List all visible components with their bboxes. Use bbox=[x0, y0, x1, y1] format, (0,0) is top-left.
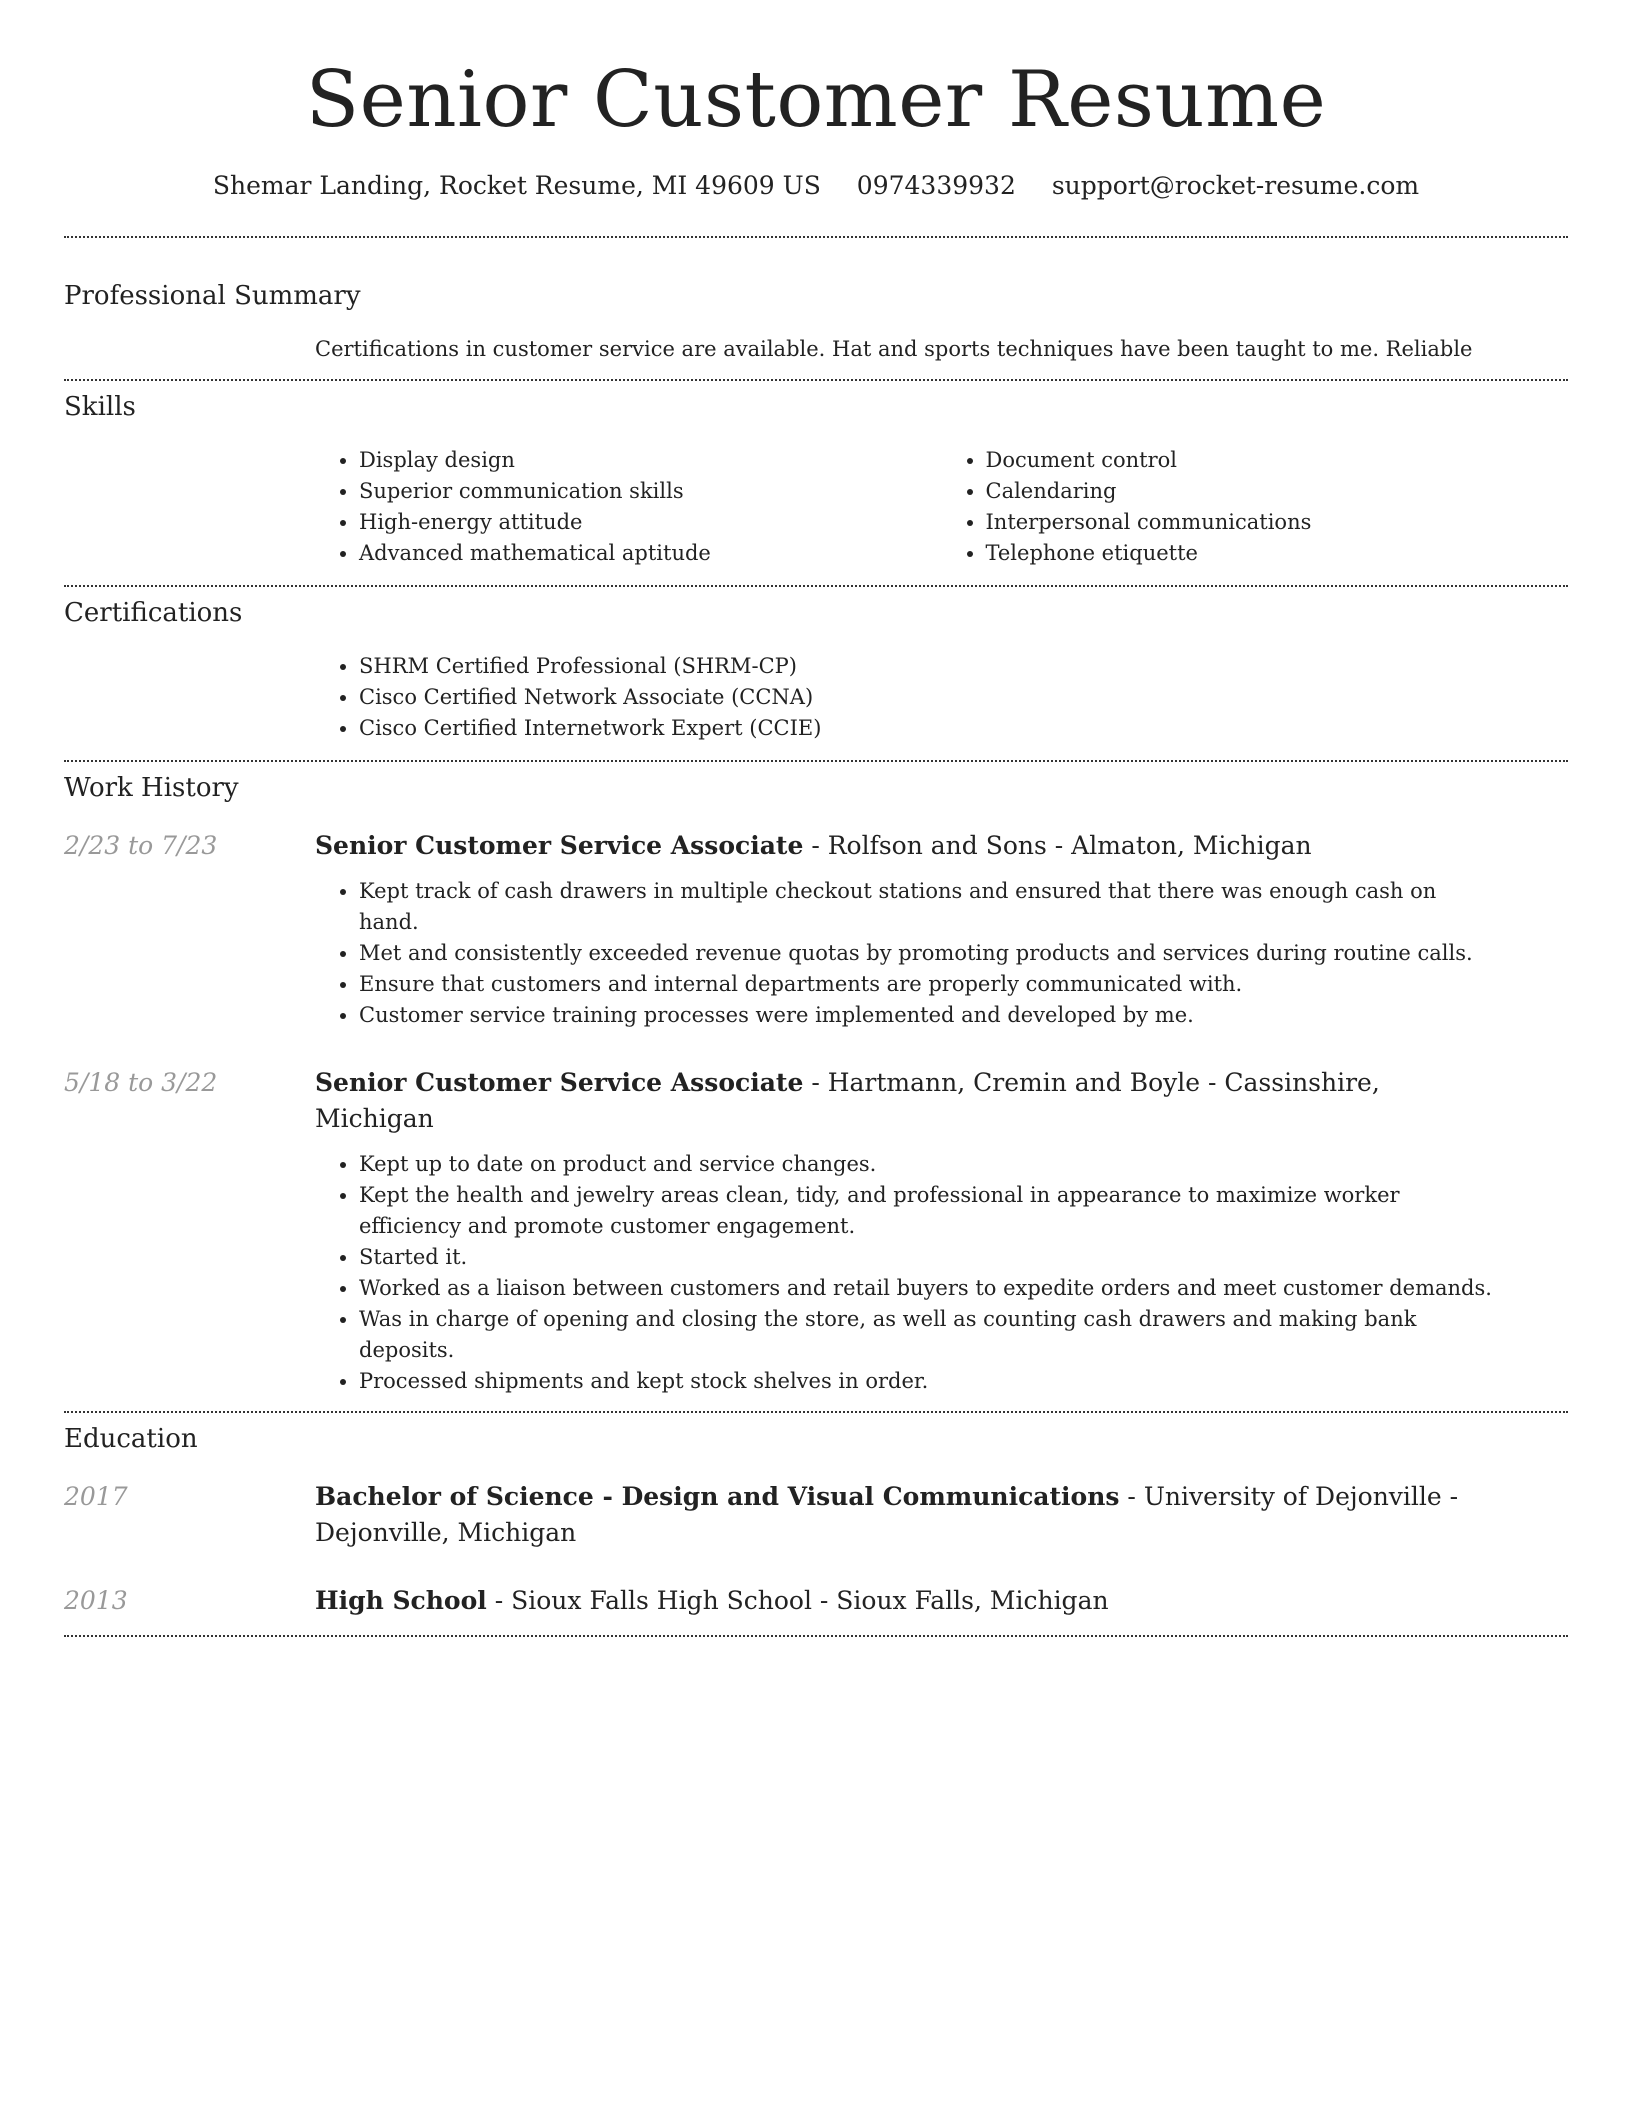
skill-item: • Display design bbox=[359, 445, 942, 476]
degree: Bachelor of Science - Design and Visual Communications bbox=[315, 1482, 1120, 1511]
education-section bbox=[64, 1413, 1568, 1619]
job-bullet: • Customer service training processes were implemented and developed by me. bbox=[359, 1000, 1498, 1031]
job-bullet: • Was in charge of opening and closing the store, as well as counting cash drawers and making bank deposits. bbox=[359, 1304, 1498, 1366]
education-entry bbox=[64, 1479, 1568, 1551]
contact-address: Shemar Landing, Rocket Resume, MI 49609 US bbox=[212, 171, 821, 200]
job-bullet: • Met and consistently exceeded revenue quotas by promoting products and services during routine calls. bbox=[359, 938, 1498, 969]
job-bullet: • Ensure that customers and internal departments are properly communicated with. bbox=[359, 969, 1498, 1000]
school: - University of Dejonville - Dejonville, Michigan bbox=[315, 1482, 1459, 1547]
skills-list-left bbox=[315, 445, 942, 569]
summary-heading: Professional Summary bbox=[64, 281, 361, 311]
work-section bbox=[64, 762, 1568, 1397]
certifications-section bbox=[64, 587, 1568, 744]
job-bullets bbox=[315, 876, 1568, 1031]
contact-line bbox=[64, 170, 1568, 202]
skill-item: • Calendaring bbox=[986, 476, 1569, 507]
school: - Sioux Falls High School - Sioux Falls, Michigan bbox=[486, 1586, 1109, 1615]
skill-item: • Telephone etiquette bbox=[986, 538, 1569, 569]
education-body bbox=[315, 1479, 1568, 1551]
skills-heading: Skills bbox=[64, 392, 136, 422]
job-employer: - Rolfson and Sons - Almaton, Michigan bbox=[803, 831, 1312, 860]
contact-email: support@rocket-resume.com bbox=[1051, 171, 1420, 200]
summary-section bbox=[64, 238, 1568, 365]
skill-item: • Interpersonal communications bbox=[986, 507, 1569, 538]
work-body bbox=[315, 828, 1568, 1031]
education-date: 2013 bbox=[64, 1586, 128, 1615]
job-bullets bbox=[315, 1149, 1568, 1397]
work-entry bbox=[64, 828, 1568, 1031]
certifications-content bbox=[315, 651, 1568, 744]
degree: High School bbox=[315, 1586, 487, 1615]
divider bbox=[64, 1635, 1568, 1637]
education-heading-line bbox=[315, 1583, 1568, 1619]
education-heading: Education bbox=[64, 1424, 198, 1454]
job-bullet: • Kept up to date on product and service changes. bbox=[359, 1149, 1498, 1180]
resume-page bbox=[64, 0, 1568, 1637]
work-heading: Work History bbox=[64, 773, 239, 803]
skill-item: • Advanced mathematical aptitude bbox=[359, 538, 942, 569]
work-date: 2/23 to 7/23 bbox=[64, 831, 218, 860]
education-heading-line bbox=[315, 1479, 1568, 1551]
skills-section bbox=[64, 381, 1568, 569]
job-bullet: • Kept the health and jewelry areas clean, tidy, and professional in appearance to maximize worker efficiency and promote customer engagement. bbox=[359, 1180, 1498, 1242]
skill-item: • Document control bbox=[986, 445, 1569, 476]
education-entry bbox=[64, 1583, 1568, 1619]
job-bullet: • Kept track of cash drawers in multiple checkout stations and ensured that there was enough cash on hand. bbox=[359, 876, 1498, 938]
summary-text: Certifications in customer service are available. Hat and sports techniques have been taught to me. Reliable bbox=[315, 337, 1473, 361]
certification-item: • Cisco Certified Internetwork Expert (CCIE) bbox=[359, 713, 1568, 744]
work-heading-line bbox=[315, 828, 1568, 864]
job-role: Senior Customer Service Associate bbox=[315, 1068, 804, 1097]
job-role: Senior Customer Service Associate bbox=[315, 831, 804, 860]
work-body bbox=[315, 1065, 1568, 1397]
certification-item: • Cisco Certified Network Associate (CCNA) bbox=[359, 682, 1568, 713]
job-bullet: • Processed shipments and kept stock shelves in order. bbox=[359, 1366, 1498, 1397]
certifications-heading: Certifications bbox=[64, 598, 243, 628]
job-bullet: • Worked as a liaison between customers and retail buyers to expedite orders and meet customer demands. bbox=[359, 1273, 1498, 1304]
work-date: 5/18 to 3/22 bbox=[64, 1068, 218, 1097]
work-entry bbox=[64, 1065, 1568, 1397]
skills-grid bbox=[315, 445, 1568, 569]
certification-item: • SHRM Certified Professional (SHRM-CP) bbox=[359, 651, 1568, 682]
work-heading-line bbox=[315, 1065, 1568, 1137]
skill-item: • Superior communication skills bbox=[359, 476, 942, 507]
skill-item: • High-energy attitude bbox=[359, 507, 942, 538]
job-bullet: • Started it. bbox=[359, 1242, 1498, 1273]
resume-title: Senior Customer Resume bbox=[305, 55, 1327, 145]
skills-list-right bbox=[942, 445, 1569, 569]
certifications-list bbox=[315, 651, 1568, 744]
job-employer: - Hartmann, Cremin and Boyle - Cassinshire, Michigan bbox=[315, 1068, 1380, 1133]
contact-phone: 0974339932 bbox=[856, 171, 1016, 200]
education-body bbox=[315, 1583, 1568, 1619]
education-date: 2017 bbox=[64, 1482, 128, 1511]
